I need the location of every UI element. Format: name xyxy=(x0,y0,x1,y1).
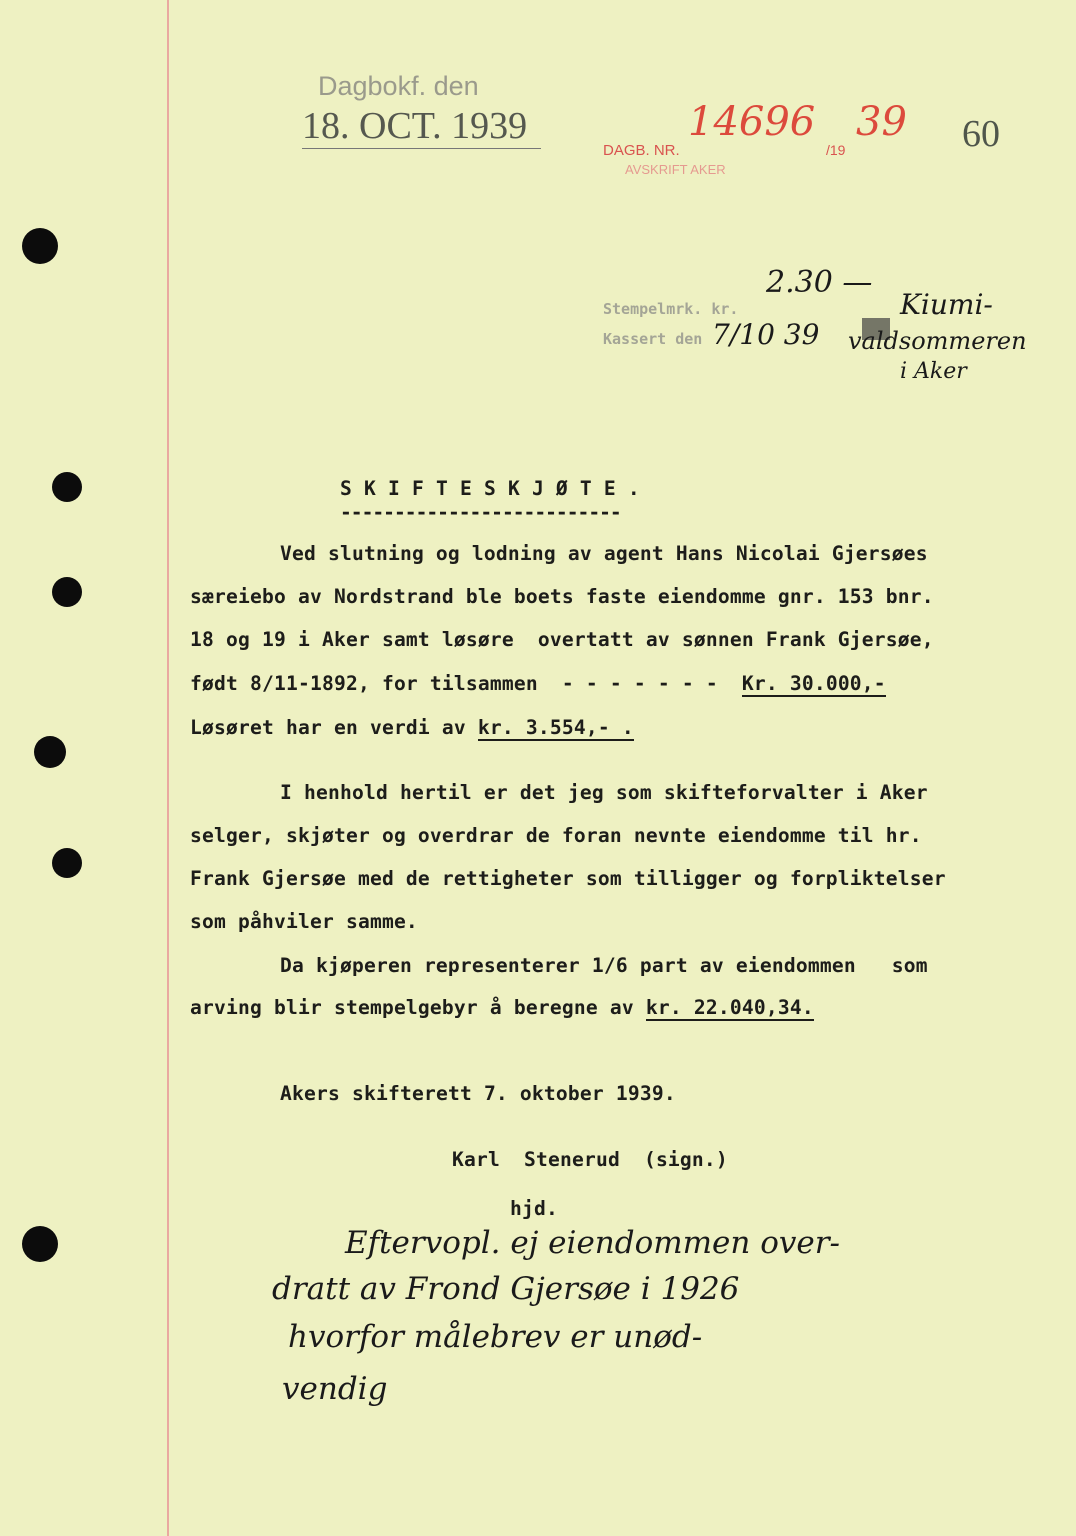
text-line: Løsøret har en verdi av xyxy=(190,716,478,739)
text-line: Da kjøperen representerer 1/6 part av eiendommen som xyxy=(220,954,928,977)
page-number: 60 xyxy=(962,113,1000,155)
handwritten-note-line: dratt av Frond Gjersøe i 1926 xyxy=(272,1271,740,1307)
dagbokf-date: 18. OCT. 1939 xyxy=(302,104,541,149)
signature: Karl Stenerud (sign.) xyxy=(452,1148,728,1171)
handwritten-note-line: hvorfor målebrev er unød- xyxy=(288,1319,703,1355)
amount-total: Kr. 30.000,- xyxy=(741,672,886,695)
punch-hole xyxy=(52,848,82,878)
initials: hjd. xyxy=(510,1197,558,1220)
place-date: Akers skifterett 7. oktober 1939. xyxy=(280,1082,676,1105)
handwritten-note-line: Eftervopl. ej eiendommen over- xyxy=(345,1225,841,1261)
amount-losore: kr. 3.554,- . xyxy=(477,716,634,739)
dagb-nr-value: 14696 xyxy=(688,99,816,145)
kassert-label: Kassert den xyxy=(603,330,703,348)
punch-hole xyxy=(52,472,82,502)
amount-stempel: kr. 22.040,34. xyxy=(645,996,814,1019)
title-underline: -------------------------- xyxy=(340,501,621,524)
text-line: I henhold hertil er det jeg som skifteforvalter i Aker xyxy=(220,781,928,804)
text-line: særeiebo av Nordstrand ble boets faste eiendomme gnr. 153 bnr. xyxy=(190,585,934,608)
stempel-label: Stempelmrk. kr. xyxy=(603,300,739,318)
document-title: S K I F T E S K J Ø T E . xyxy=(340,477,640,500)
stempel-amount: 2.30 — xyxy=(766,265,873,300)
text-line: født 8/11-1892, for tilsammen - - - - - - - xyxy=(190,672,742,695)
avskrift-stamp: AVSKRIFT AKER xyxy=(625,162,726,177)
dagb-nr-year: 39 xyxy=(856,99,907,145)
punch-hole xyxy=(52,577,82,607)
text-line: 18 og 19 i Aker samt løsøre overtatt av sønnen Frank Gjersøe, xyxy=(190,628,934,651)
dagbokf-label: Dagbokf. den xyxy=(318,71,479,101)
text-line: som påhviler samme. xyxy=(190,910,418,933)
text-line: Frank Gjersøe med de rettigheter som tilligger og forpliktelser xyxy=(190,867,946,890)
punch-hole xyxy=(22,1226,58,1262)
text-line: Ved slutning og lodning av agent Hans Nicolai Gjersøes xyxy=(220,542,928,565)
punch-hole xyxy=(22,228,58,264)
stempel-signature-3: i Aker xyxy=(900,359,967,384)
stempel-signature-2: valdsommeren xyxy=(848,327,1027,355)
punch-hole xyxy=(34,736,66,768)
stempel-signature-1: Kiumi- xyxy=(900,288,993,321)
handwritten-note-line: vendig xyxy=(282,1371,388,1407)
dagb-nr-label: DAGB. NR. xyxy=(603,142,680,159)
dagb-nr-year-prefix: /19 xyxy=(826,142,846,158)
stempel-date: 7/10 39 xyxy=(712,318,820,351)
text-line: selger, skjøter og overdrar de foran nevnte eiendomme til hr. xyxy=(190,824,922,847)
text-line: arving blir stempelgebyr å beregne av xyxy=(190,996,646,1019)
red-margin-line xyxy=(167,0,169,1536)
